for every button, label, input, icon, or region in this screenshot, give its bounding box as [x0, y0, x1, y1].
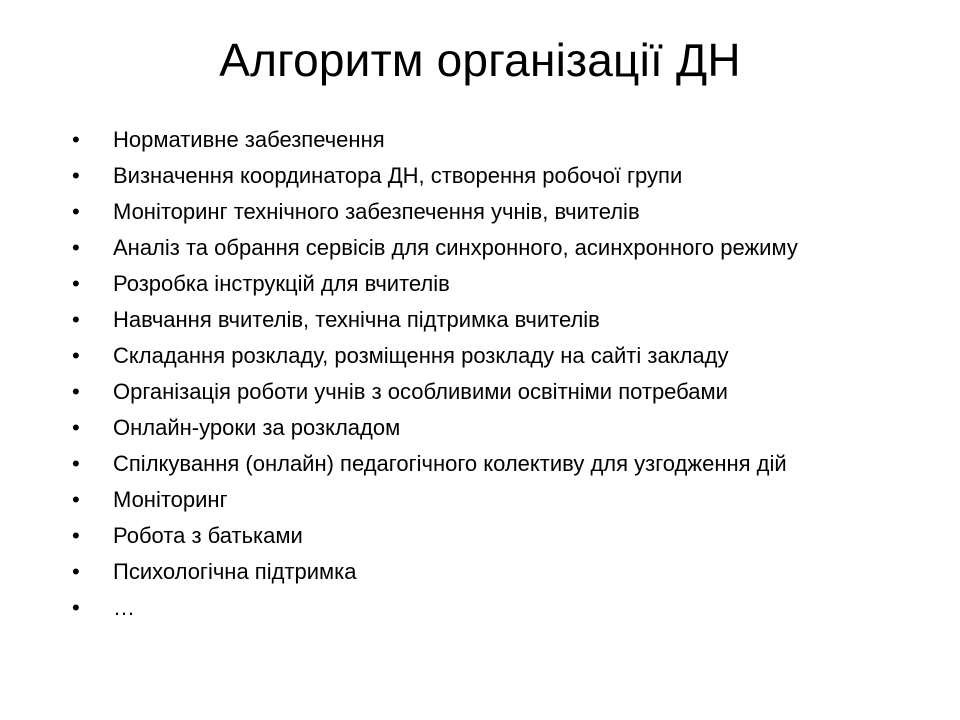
- list-item: [66, 200, 896, 223]
- bullet-icon: •: [72, 487, 80, 512]
- bullet-icon: •: [72, 307, 80, 332]
- list-item-text: Моніторинг технічного забезпечення учнів, вчителів: [113, 199, 640, 224]
- list-item: [66, 596, 896, 619]
- bullet-icon: •: [72, 451, 80, 476]
- bullet-icon: •: [72, 415, 80, 440]
- list-item: [66, 380, 896, 403]
- bullet-icon: •: [72, 343, 80, 368]
- list-item-text: Робота з батьками: [113, 523, 303, 548]
- bullet-list: [66, 128, 896, 632]
- bullet-icon: •: [72, 523, 80, 548]
- list-item: [66, 452, 896, 475]
- bullet-icon: •: [72, 559, 80, 584]
- list-item: [66, 164, 896, 187]
- list-item-text: Спілкування (онлайн) педагогічного колективу для узгодження дій: [113, 451, 787, 476]
- list-item-text: Моніторинг: [113, 487, 228, 512]
- slide-title: Алгоритм організації ДН: [219, 34, 741, 86]
- list-item-text: Навчання вчителів, технічна підтримка вчителів: [113, 307, 600, 332]
- list-item-text: …: [113, 595, 135, 620]
- bullet-icon: •: [72, 595, 80, 620]
- bullet-icon: •: [72, 379, 80, 404]
- list-item-text: Онлайн-уроки за розкладом: [113, 415, 401, 440]
- list-item: [66, 128, 896, 151]
- list-item-text: Складання розкладу, розміщення розкладу на сайті закладу: [113, 343, 729, 368]
- list-item-text: Аналіз та обрання сервісів для синхронного, асинхронного режиму: [113, 235, 798, 260]
- list-item: [66, 488, 896, 511]
- list-item: [66, 272, 896, 295]
- bullet-icon: •: [72, 127, 80, 152]
- list-item-text: Нормативне забезпечення: [113, 127, 385, 152]
- list-item-text: Розробка інструкцій для вчителів: [113, 271, 450, 296]
- list-item: [66, 236, 896, 259]
- list-item: [66, 416, 896, 439]
- list-item-text: Визначення координатора ДН, створення робочої групи: [113, 163, 683, 188]
- list-item-text: Психологічна підтримка: [113, 559, 357, 584]
- list-item-text: Організація роботи учнів з особливими освітніми потребами: [113, 379, 728, 404]
- bullet-icon: •: [72, 163, 80, 188]
- bullet-icon: •: [72, 235, 80, 260]
- bullet-icon: •: [72, 199, 80, 224]
- list-item: [66, 560, 896, 583]
- list-item: [66, 344, 896, 367]
- list-item: [66, 308, 896, 331]
- bullet-icon: •: [72, 271, 80, 296]
- list-item: [66, 524, 896, 547]
